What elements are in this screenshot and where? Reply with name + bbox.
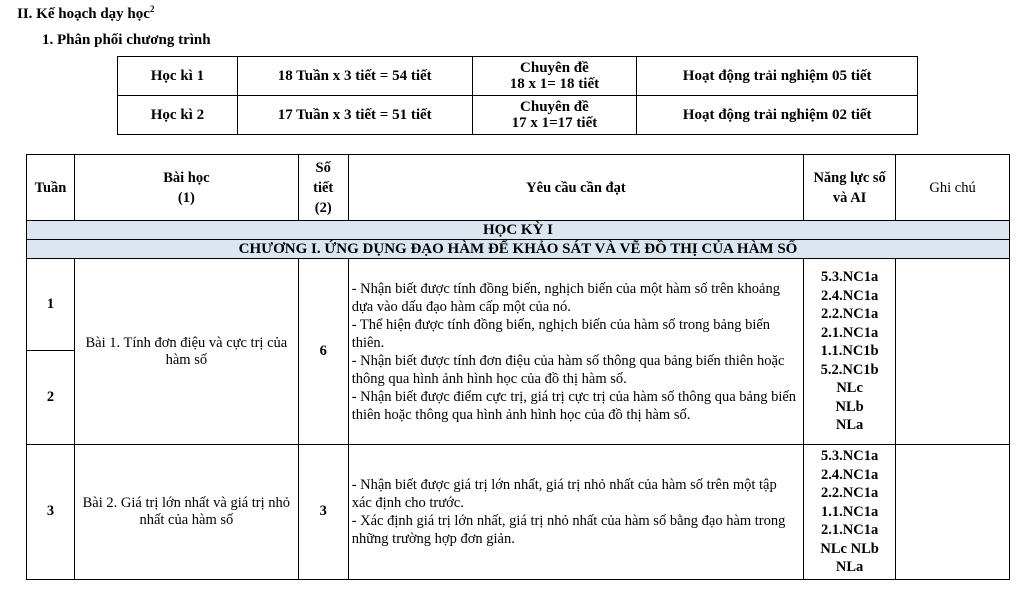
topic-cell: Chuyên đề 17 x 1=17 tiết (472, 96, 637, 135)
header-periods: Số tiết (2) (298, 155, 348, 221)
footnote-marker: 2 (149, 4, 155, 14)
term-cell: Học kì 2 (118, 96, 238, 135)
competency-code: 2.2.NC1a (821, 306, 879, 323)
term-cell: Học kì 1 (118, 57, 238, 96)
competency-code: 2.1.NC1a (821, 324, 879, 341)
competency-cell (804, 445, 896, 580)
competency-code: 2.4.NC1a (821, 287, 879, 304)
competency-code: NLb (835, 398, 864, 415)
lessons-cell: 18 Tuần x 3 tiết = 54 tiết (237, 57, 472, 96)
competency-cell (804, 259, 896, 445)
header-notes: Ghi chú (896, 155, 1010, 221)
teaching-plan-table (26, 154, 1010, 580)
requirement-item: - Xác định giá trị lớn nhất, giá trị nhỏ nhất của hàm số bằng đạo hàm trong những trường hợp đơn giản. (351, 512, 786, 547)
week-cell: 2 (27, 351, 75, 445)
competency-code: 5.2.NC1b (820, 361, 879, 378)
lessons-cell: 17 Tuần x 3 tiết = 51 tiết (237, 96, 472, 135)
requirement-item: - Nhận biết được giá trị lớn nhất, giá trị nhỏ nhất của hàm số trên một tập xác định cho trước. (351, 476, 777, 511)
distribution-row (118, 96, 918, 135)
competency-code: 1.1.NC1a (821, 503, 879, 520)
week-cell: 1 (27, 259, 75, 351)
activity-cell: Hoạt động trải nghiệm 02 tiết (637, 96, 918, 135)
competency-code: NLa (835, 417, 864, 434)
table-header-row (27, 155, 1010, 221)
requirement-item: - Nhận biết được điểm cực trị, giá trị cực trị của hàm số thông qua bảng biến thiên hoặc thông qua hình ảnh hình học của đồ thị hàm số. (351, 388, 797, 423)
header-competency: Năng lực số và AI (804, 155, 896, 221)
competency-code: 5.3.NC1a (821, 269, 879, 286)
chapter-band-row (27, 240, 1010, 259)
header-week: Tuần (27, 155, 75, 221)
table-row (27, 445, 1010, 580)
periods-cell: 6 (298, 259, 348, 445)
requirement-item: - Nhận biết được tính đồng biến, nghịch biến của một hàm số trên khoảng dựa vào dấu đạo hàm cấp một của nó. (351, 280, 780, 315)
distribution-row (118, 57, 918, 96)
section-subheading: 1. Phân phối chương trình (42, 32, 211, 48)
week-cell: 3 (27, 445, 75, 580)
requirement-item: - Thể hiện được tính đồng biến, nghịch biến của hàm số trong bảng biến thiên. (351, 316, 771, 351)
topic-cell: Chuyên đề 18 x 1= 18 tiết (472, 57, 637, 96)
header-requirements: Yêu cầu cần đạt (348, 155, 803, 221)
notes-cell (896, 445, 1010, 580)
chapter-band: CHƯƠNG I. ỨNG DỤNG ĐẠO HÀM ĐỂ KHẢO SÁT VÀ VẼ ĐỒ THỊ CỦA HÀM SỐ (27, 240, 1010, 259)
requirements-cell (348, 259, 803, 445)
requirements-cell (348, 445, 803, 580)
header-lesson: Bài học (1) (74, 155, 298, 221)
competency-code: 2.4.NC1a (821, 466, 879, 483)
distribution-table (117, 56, 918, 135)
table-row (27, 259, 1010, 351)
competency-code: 5.3.NC1a (821, 448, 879, 464)
lesson-title-cell: Bài 1. Tính đơn điệu và cực trị của hàm số (74, 259, 298, 445)
requirement-item: - Nhận biết được tính đơn điệu của hàm số thông qua bảng biến thiên hoặc thông qua hình ảnh hình học của đồ thị hàm số. (351, 352, 785, 387)
competency-code: NLc (836, 380, 863, 397)
competency-code: NLc NLb (820, 540, 879, 557)
section-heading: II. Kế hoạch dạy học$^2$ (17, 4, 155, 22)
notes-cell (896, 259, 1010, 445)
term-band-row (27, 221, 1010, 240)
lesson-title-cell: Bài 2. Giá trị lớn nhất và giá trị nhỏ nhất của hàm số (74, 445, 298, 580)
competency-code: NLa (835, 559, 864, 575)
competency-code: 2.1.NC1a (821, 522, 879, 538)
activity-cell: Hoạt động trải nghiệm 05 tiết (637, 57, 918, 96)
competency-code: 2.2.NC1a (821, 485, 879, 501)
term-band: HỌC KỲ I (27, 221, 1010, 240)
competency-code: 1.1.NC1b (820, 343, 879, 360)
periods-cell: 3 (298, 445, 348, 580)
